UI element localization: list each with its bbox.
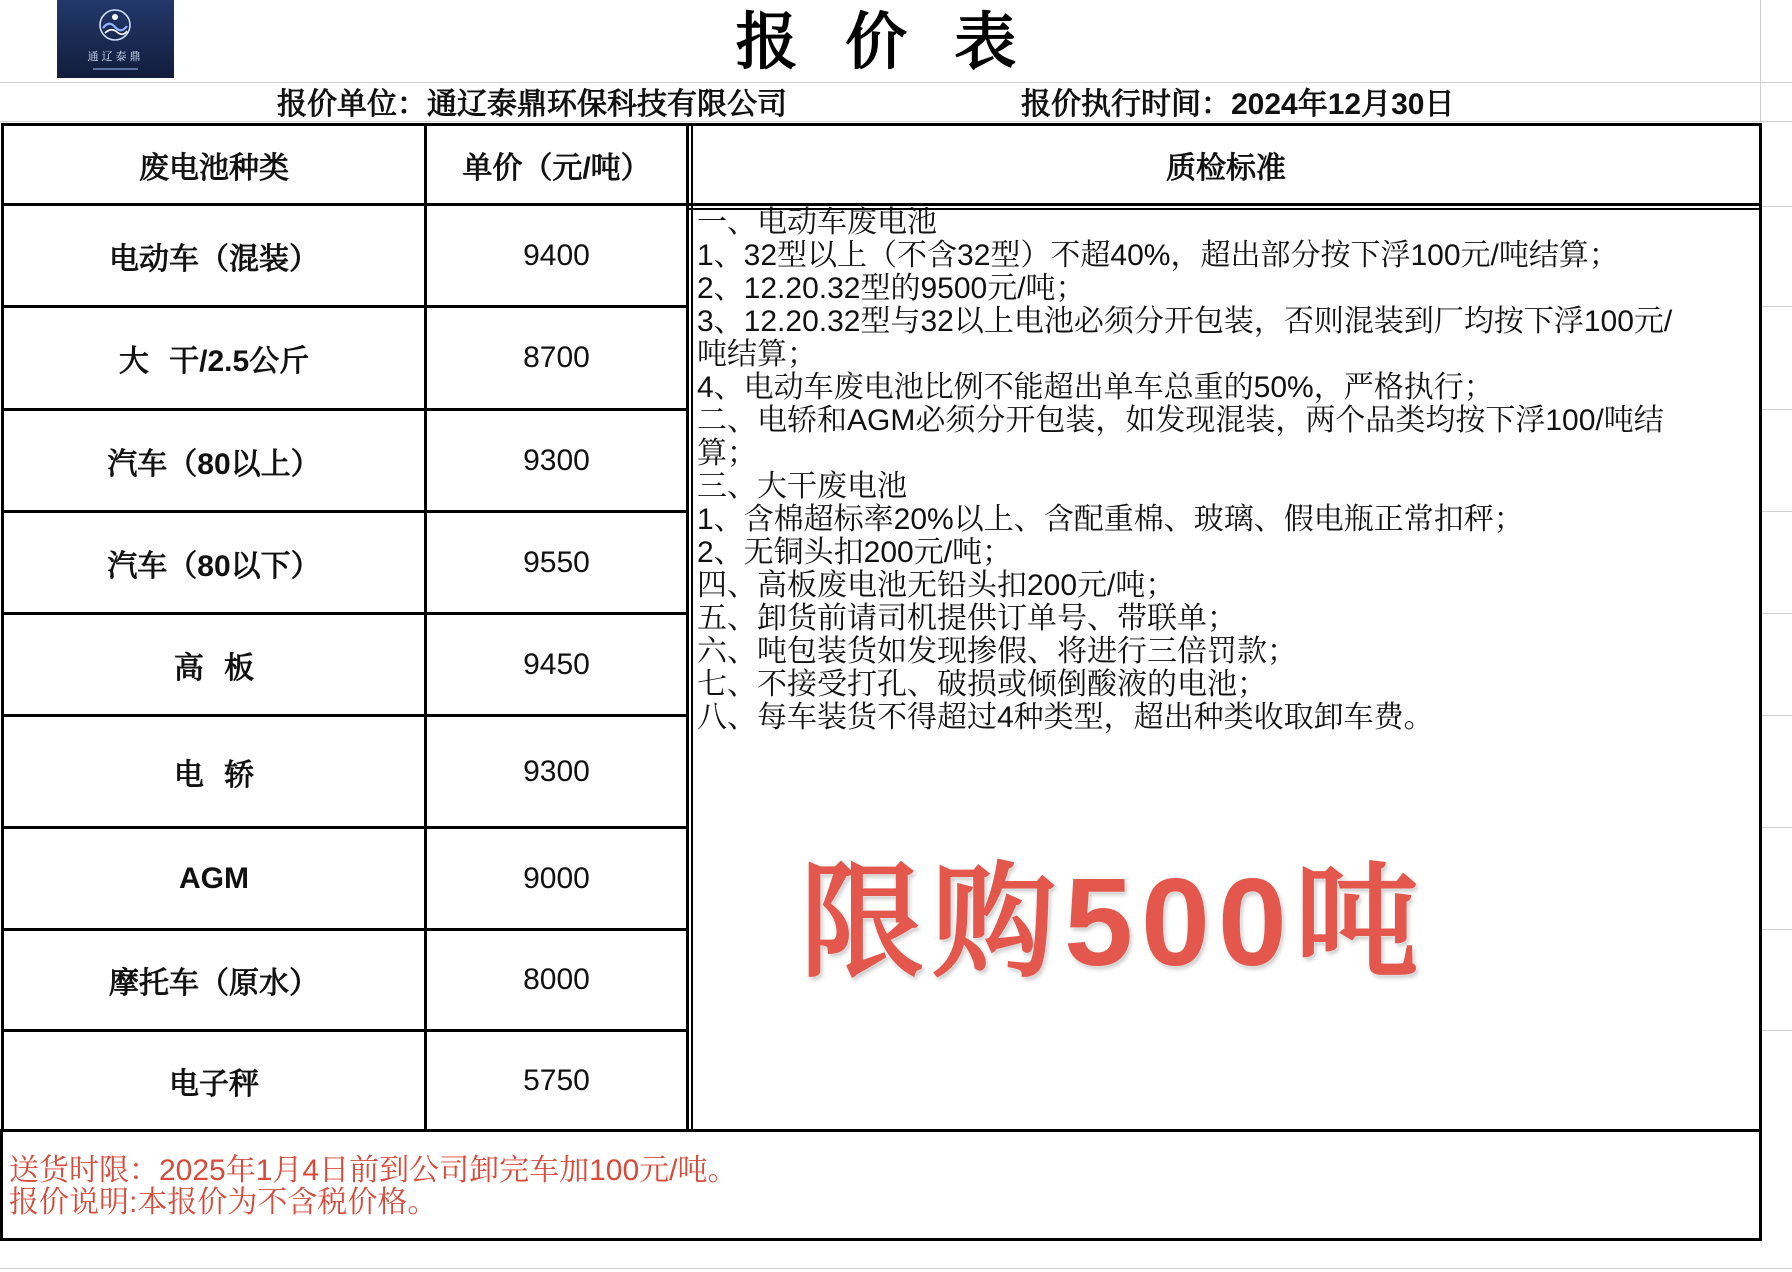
table-border bbox=[1759, 123, 1762, 1241]
row-price: 9300 bbox=[523, 754, 590, 788]
purchase-limit-stamp: 限购500吨 bbox=[800, 854, 1427, 992]
grid-line bbox=[1762, 715, 1792, 716]
page-title: 报 价 表 bbox=[735, 8, 1025, 77]
row-battery-type: 汽车（80以上） bbox=[107, 447, 321, 481]
standard-item: 4、电动车废电池比例不能超出单车总重的50%，严格执行； bbox=[697, 371, 1494, 404]
footer-notes bbox=[9, 1155, 1749, 1219]
header-battery-type: 废电池种类 bbox=[139, 151, 289, 185]
standard-item: 1、32型以上（不含32型）不超40%，超出部分按下浮100元/吨结算； bbox=[697, 239, 1619, 272]
grid-line bbox=[0, 1268, 1792, 1269]
standard-item: 六、吨包装货如发现掺假、将进行三倍罚款； bbox=[697, 635, 1297, 668]
grid-line bbox=[1762, 511, 1792, 512]
grid-line bbox=[1760, 0, 1761, 123]
grid-line bbox=[1762, 206, 1792, 207]
logo-text: 通辽泰鼎 bbox=[87, 51, 144, 63]
table-border bbox=[0, 1129, 1762, 1132]
standard-item: 一、电动车废电池 bbox=[697, 206, 937, 239]
header-quality-standard: 质检标准 bbox=[1166, 151, 1286, 185]
standard-item: 五、卸货前请司机提供订单号、带联单； bbox=[697, 602, 1237, 635]
row-price: 8700 bbox=[523, 341, 590, 374]
row-battery-type: 电 轿 bbox=[173, 758, 255, 792]
row-price: 9000 bbox=[523, 861, 590, 895]
grid-line bbox=[1762, 929, 1792, 930]
row-price: 9400 bbox=[523, 238, 590, 272]
row-battery-type: 大 干/2.5公斤 bbox=[118, 345, 310, 378]
quote-date: 报价执行时间：2024年12月30日 bbox=[1021, 88, 1455, 121]
table-border bbox=[686, 123, 689, 1132]
table-border bbox=[0, 1129, 3, 1241]
standard-item: 三、大干废电池 bbox=[697, 470, 907, 503]
row-battery-type: 摩托车（原水） bbox=[109, 967, 319, 1000]
row-price: 9300 bbox=[523, 443, 590, 477]
row-price: 9550 bbox=[523, 545, 590, 579]
row-battery-type: AGM bbox=[179, 861, 249, 895]
row-price: 8000 bbox=[523, 963, 590, 996]
grid-line bbox=[1762, 409, 1792, 410]
standard-item: 2、12.20.32型的9500元/吨； bbox=[697, 272, 1086, 305]
header-unit-price: 单价（元/吨） bbox=[462, 151, 651, 185]
standard-item: 1、含棉超标率20%以上、含配重棉、玻璃、假电瓶正常扣秤； bbox=[697, 503, 1524, 536]
standard-item: 七、不接受打孔、破损或倾倒酸液的电池； bbox=[697, 668, 1267, 701]
row-battery-type: 高 板 bbox=[173, 651, 255, 685]
row-battery-type: 汽车（80以下） bbox=[107, 549, 321, 583]
grid-line bbox=[1762, 613, 1792, 614]
row-battery-type: 电子秤 bbox=[169, 1067, 259, 1101]
standard-item: 二、电轿和AGM必须分开包装，如发现混装，两个品类均按下浮100/吨结 算； bbox=[697, 404, 1664, 470]
quoting-company: 报价单位：通辽泰鼎环保科技有限公司 bbox=[277, 88, 787, 121]
delivery-deadline-note: 送货时限：2025年1月4日前到公司卸完车加100元/吨。 bbox=[9, 1154, 738, 1187]
grid-line bbox=[1762, 1030, 1792, 1031]
standard-item: 四、高板废电池无铅头扣200元/吨； bbox=[697, 569, 1176, 602]
table-border bbox=[691, 123, 693, 1132]
row-price: 9450 bbox=[523, 647, 590, 681]
grid-line bbox=[0, 82, 1792, 83]
standard-item: 八、每车装货不得超过4种类型，超出种类收取卸车费。 bbox=[697, 701, 1434, 734]
grid-line bbox=[1762, 306, 1792, 307]
row-battery-type: 电动车（混装） bbox=[109, 242, 319, 276]
standard-item: 2、无铜头扣200元/吨； bbox=[697, 536, 1013, 569]
standard-item: 3、12.20.32型与32以上电池必须分开包装，否则混装到厂均按下浮100元/ 吨结算； bbox=[697, 305, 1673, 371]
row-price: 5750 bbox=[523, 1063, 590, 1097]
quality-standards-list bbox=[697, 206, 1755, 734]
table-border bbox=[0, 1238, 1762, 1241]
grid-line bbox=[1762, 827, 1792, 828]
grid-line bbox=[0, 121, 1792, 122]
tax-note: 报价说明:本报价为不含税价格。 bbox=[9, 1186, 438, 1219]
